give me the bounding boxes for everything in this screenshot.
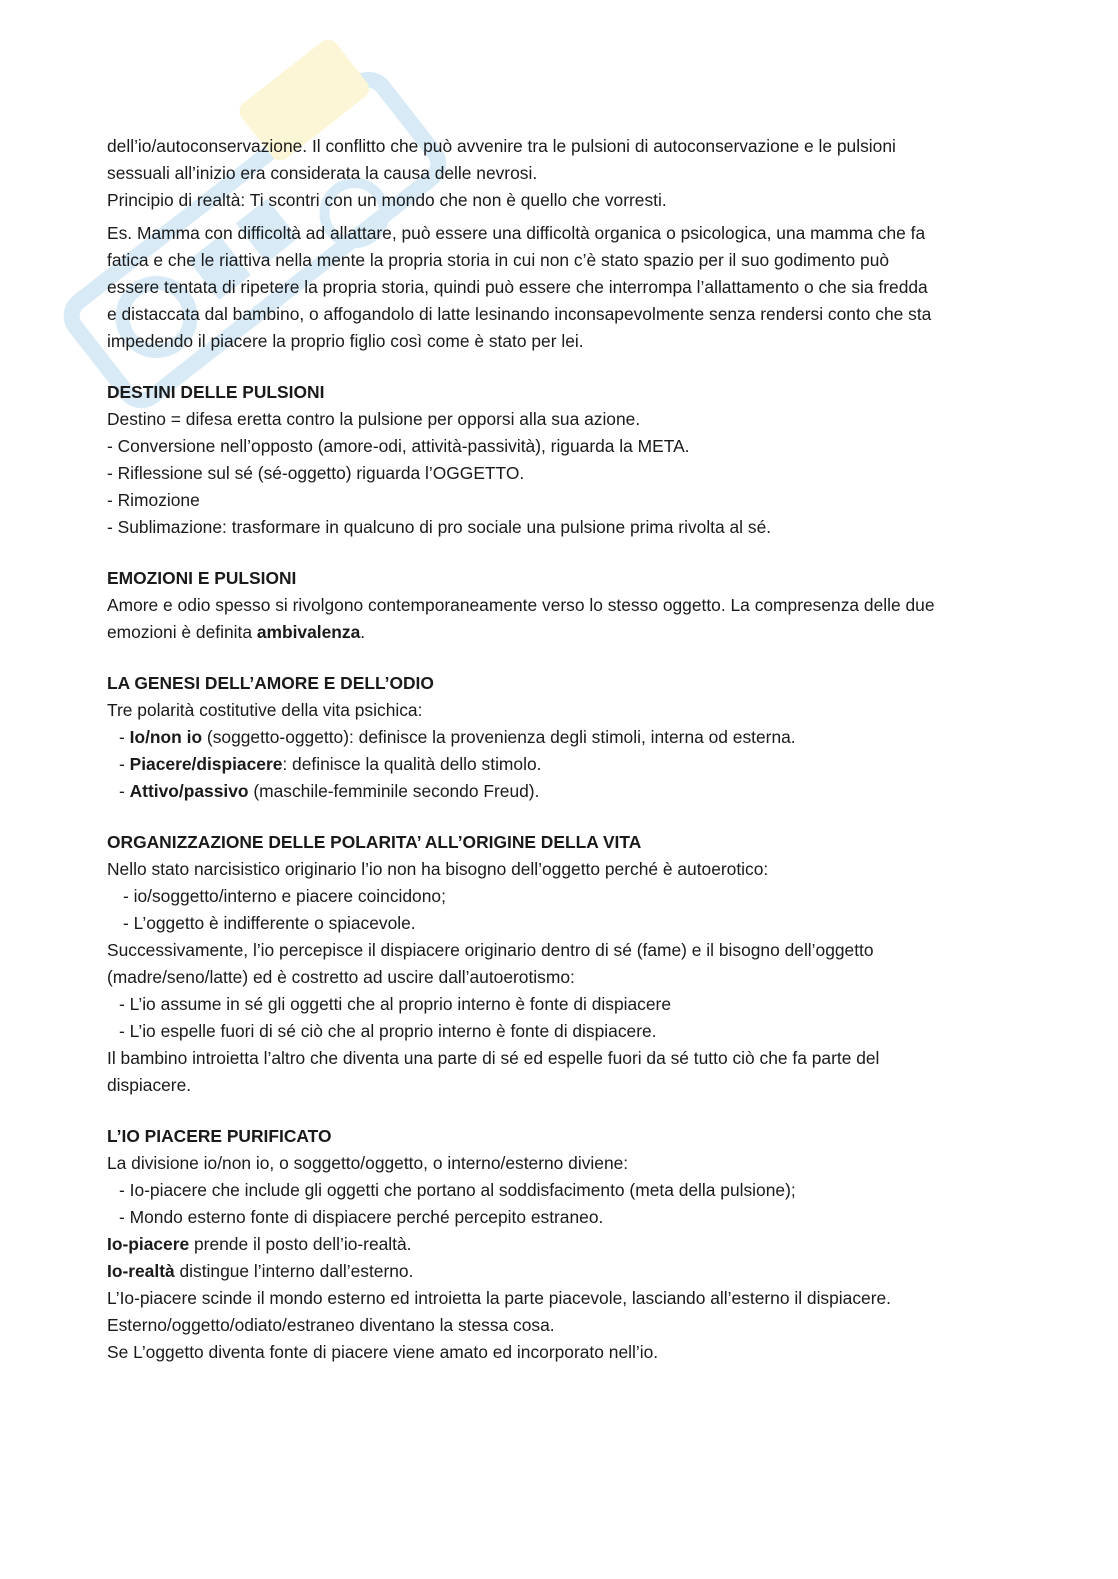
purificato-line-4 [107,1231,1007,1258]
purificato-line-3: - Mondo esterno fonte di dispiacere perché percepito estraneo. [119,1207,604,1227]
organizzazione-line-7: - L’io espelle fuori di sé ciò che al proprio interno è fonte di dispiacere. [119,1021,657,1041]
example-line-4: e distaccata dal bambino, o affogandolo di latte lesinando inconsapevolmente senza rendersi conto che sta [107,304,932,324]
polarity-dash: - [119,754,130,774]
emozioni-line-2-end: . [360,622,366,642]
intro-line-2: sessuali all’inizio era considerata la causa delle nevrosi. [107,163,538,183]
organizzazione-line-5: (madre/seno/latte) ed è costretto ad uscire dall’autoerotismo: [107,967,575,987]
organizzazione-line-6: - L’io assume in sé gli oggetti che al proprio interno è fonte di dispiacere [119,994,671,1014]
section-heading-emozioni: EMOZIONI E PULSIONI [107,568,297,588]
organizzazione-line-1: Nello stato narcisistico originario l’io non ha bisogno dell’oggetto perché è autoerotico: [107,859,769,879]
organizzazione-line-8: Il bambino introietta l’altro che diventa una parte di sé ed espelle fuori da sé tutto ciò che fa parte del [107,1048,880,1068]
polarity-item [107,724,1007,751]
example-line-1: Es. Mamma con difficoltà ad allattare, può essere una difficoltà organica o psicologica, una mamma che fa [107,223,926,243]
polarity-dash: - [119,727,130,747]
document-page [107,133,1007,1366]
ambivalenza-term: ambivalenza [256,622,361,642]
purificato-line-6: L’Io-piacere scinde il mondo esterno ed introietta la parte piacevole, lasciando all’esterno il dispiacere. [107,1288,891,1308]
section-heading-genesi: LA GENESI DELL’AMORE E DELL’ODIO [107,673,434,693]
destini-line-1: Destino = difesa eretta contro la pulsione per opporsi alla sua azione. [107,409,641,429]
polarity-desc: : definisce la qualità dello stimolo. [282,754,542,774]
polarity-desc: (maschile-femminile secondo Freud). [248,781,540,801]
polarity-dash: - [119,781,130,801]
emozioni-line-1: Amore e odio spesso si rivolgono contemporaneamente verso lo stesso oggetto. La compresenza delle due [107,595,935,615]
destini-line-3: - Riflessione sul sé (sé-oggetto) riguarda l’OGGETTO. [107,463,525,483]
organizzazione-line-2: - io/soggetto/interno e piacere coincidono; [123,886,446,906]
destini-line-4: - Rimozione [107,490,200,510]
section-heading-organizzazione: ORGANIZZAZIONE DELLE POLARITA’ ALL’ORIGINE DELLA VITA [107,832,642,852]
io-realta-term: Io-realtà [107,1261,175,1281]
polarity-item [107,751,1007,778]
io-piacere-term: Io-piacere [107,1234,190,1254]
polarity-item [107,778,1007,805]
polarity-term: Io/non io [129,727,203,747]
example-line-5: impedendo il piacere la proprio figlio così come è stato per lei. [107,331,584,351]
section-heading-destini: DESTINI DELLE PULSIONI [107,382,325,402]
section-heading-purificato: L’IO PIACERE PURIFICATO [107,1126,332,1146]
intro-line-3: Principio di realtà: Ti scontri con un mondo che non è quello che vorresti. [107,190,667,210]
intro-line-1: dell’io/autoconservazione. Il conflitto che può avvenire tra le pulsioni di autoconservazione e le pulsioni [107,136,896,156]
example-line-2: fatica e che le riattiva nella mente la propria storia in cui non c’è stato spazio per il suo godimento può [107,250,890,270]
purificato-line-2: - Io-piacere che include gli oggetti che portano al soddisfacimento (meta della pulsione); [119,1180,796,1200]
io-realta-desc: distingue l’interno dall’esterno. [174,1261,414,1281]
purificato-line-1: La divisione io/non io, o soggetto/oggetto, o interno/esterno diviene: [107,1153,629,1173]
emozioni-line-2-text: emozioni è definita [107,622,257,642]
emozioni-line-2 [107,619,1007,646]
polarity-term: Attivo/passivo [129,781,249,801]
organizzazione-line-9: dispiacere. [107,1075,192,1095]
organizzazione-line-3: - L’oggetto è indifferente o spiacevole. [123,913,416,933]
organizzazione-line-4: Successivamente, l’io percepisce il dispiacere originario dentro di sé (fame) e il bisogno dell’oggetto [107,940,874,960]
destini-line-2: - Conversione nell’opposto (amore-odi, attività-passività), riguarda la META. [107,436,690,456]
polarity-desc: (soggetto-oggetto): definisce la provenienza degli stimoli, interna od esterna. [202,727,796,747]
purificato-line-8: Se L’oggetto diventa fonte di piacere viene amato ed incorporato nell’io. [107,1342,659,1362]
io-piacere-desc: prende il posto dell’io-realtà. [189,1234,412,1254]
purificato-line-7: Esterno/oggetto/odiato/estraneo diventano la stessa cosa. [107,1315,555,1335]
purificato-line-5 [107,1258,1007,1285]
example-line-3: essere tentata di ripetere la propria storia, quindi può essere che interrompa l’allattamento o che sia fredda [107,277,928,297]
genesi-line-1: Tre polarità costitutive della vita psichica: [107,700,423,720]
destini-line-5: - Sublimazione: trasformare in qualcuno di pro sociale una pulsione prima rivolta al sé. [107,517,772,537]
polarity-term: Piacere/dispiacere [129,754,283,774]
